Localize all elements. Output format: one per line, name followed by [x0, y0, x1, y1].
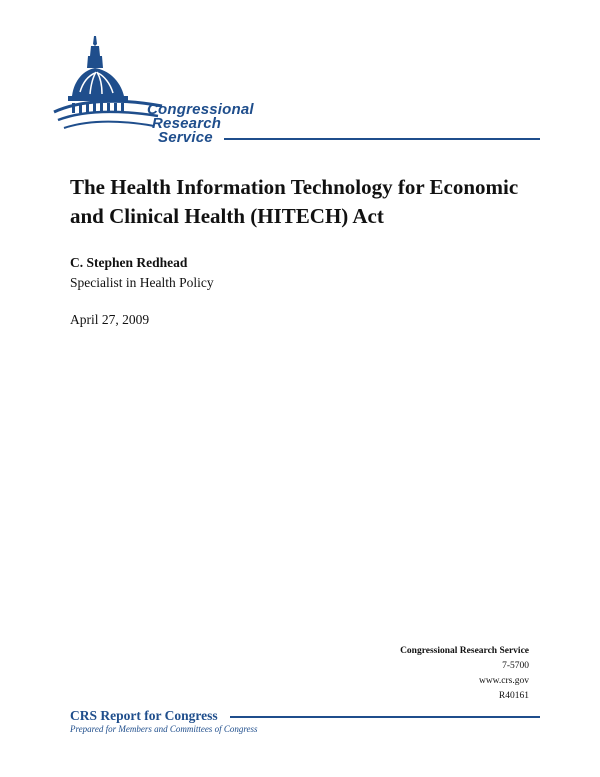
crs-name: Congressional Research Service	[400, 646, 529, 656]
logo-rule	[224, 138, 540, 140]
crs-logo	[50, 30, 540, 150]
crs-info-block	[400, 644, 529, 704]
footer-subtitle: Prepared for Members and Committees of Congress	[70, 724, 258, 734]
capitol-dome-icon	[50, 30, 170, 150]
report-id: R40161	[498, 691, 529, 701]
logo-line-congressional: Congressional	[147, 101, 254, 118]
report-title: The Health Information Technology for Economic and Clinical Health (HITECH) Act	[70, 175, 519, 228]
crs-website[interactable]: www.crs.gov	[478, 676, 529, 686]
footer-rule	[230, 716, 540, 718]
author-title: Specialist in Health Policy	[70, 275, 214, 290]
footer-title: CRS Report for Congress	[70, 708, 218, 723]
logo-line-research: Research	[152, 115, 222, 132]
crs-number: 7-5700	[502, 661, 529, 671]
author-name: C. Stephen Redhead	[70, 255, 188, 270]
logo-line-service: Service	[158, 129, 213, 146]
report-date: April 27, 2009	[70, 312, 150, 327]
